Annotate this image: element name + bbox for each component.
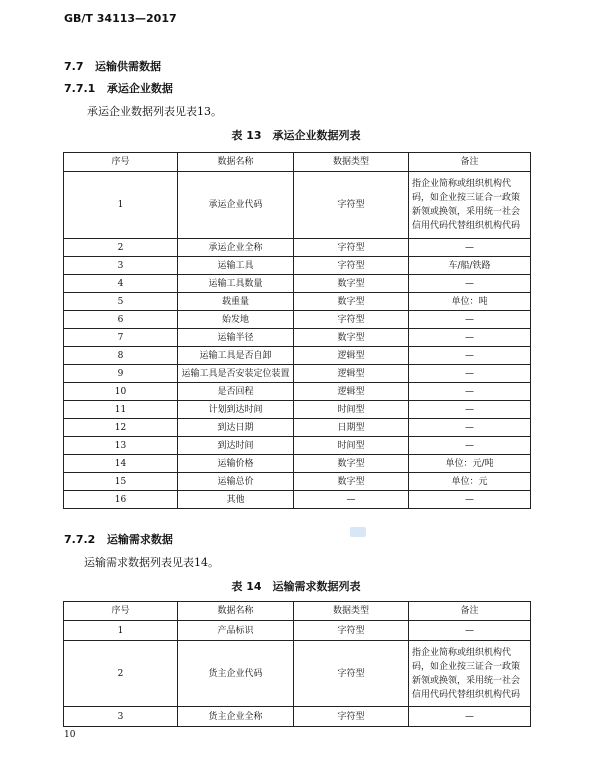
data-name-cell: 到达时间: [178, 437, 294, 455]
header-cell: 数据名称: [178, 153, 294, 172]
table-row: [64, 641, 531, 707]
index-cell: 2: [64, 239, 178, 257]
note-cell: 单位：元/吨: [409, 455, 531, 473]
table-row: [64, 707, 531, 727]
index-cell: 2: [64, 641, 178, 707]
table-row: [64, 329, 531, 347]
table-14: [63, 601, 531, 727]
data-type-cell: 时间型: [294, 401, 409, 419]
index-cell: 12: [64, 419, 178, 437]
section-number: 7.7: [64, 60, 84, 73]
note-cell: —: [409, 707, 531, 727]
table-row: [64, 437, 531, 455]
index-cell: 6: [64, 311, 178, 329]
data-name-cell: 载重量: [178, 293, 294, 311]
note-cell: —: [409, 437, 531, 455]
data-type-cell: 数字型: [294, 455, 409, 473]
data-name-cell: 其他: [178, 491, 294, 509]
data-type-cell: —: [294, 491, 409, 509]
section-title: 运输供需数据: [95, 60, 161, 73]
data-type-cell: 字符型: [294, 311, 409, 329]
data-type-cell: 字符型: [294, 257, 409, 275]
data-name-cell: 运输总价: [178, 473, 294, 491]
watermark-stamp: [350, 527, 366, 537]
data-type-cell: 逻辑型: [294, 365, 409, 383]
data-name-cell: 计划到达时间: [178, 401, 294, 419]
data-type-cell: 时间型: [294, 437, 409, 455]
table-row: [64, 275, 531, 293]
table-row: [64, 419, 531, 437]
table-row: [64, 257, 531, 275]
data-name-cell: 运输半径: [178, 329, 294, 347]
data-type-cell: 数字型: [294, 275, 409, 293]
note-cell: —: [409, 419, 531, 437]
header-cell: 数据类型: [294, 153, 409, 172]
data-name-cell: 承运企业全称: [178, 239, 294, 257]
data-name-cell: 是否回程: [178, 383, 294, 401]
index-cell: 8: [64, 347, 178, 365]
table-row: [64, 293, 531, 311]
data-type-cell: 字符型: [294, 621, 409, 641]
table-row: [64, 621, 531, 641]
header-cell: 序号: [64, 153, 178, 172]
note-cell: —: [409, 329, 531, 347]
header-cell: 数据名称: [178, 602, 294, 621]
index-cell: 13: [64, 437, 178, 455]
table-row: [64, 239, 531, 257]
data-name-cell: 运输工具是否自卸: [178, 347, 294, 365]
table-row: [64, 491, 531, 509]
data-type-cell: 字符型: [294, 172, 409, 239]
data-name-cell: 始发地: [178, 311, 294, 329]
table-row: [64, 347, 531, 365]
data-name-cell: 货主企业代码: [178, 641, 294, 707]
data-name-cell: 运输工具: [178, 257, 294, 275]
data-type-cell: 数字型: [294, 473, 409, 491]
note-cell: 指企业简称或组织机构代码，如企业按三证合一政策新领或换领，采用统一社会信用代码代替组织机构代码: [409, 641, 531, 707]
table-row: [64, 383, 531, 401]
header-cell: 备注: [409, 153, 531, 172]
index-cell: 16: [64, 491, 178, 509]
header-cell: 序号: [64, 602, 178, 621]
note-cell: —: [409, 365, 531, 383]
note-cell: —: [409, 621, 531, 641]
index-cell: 3: [64, 707, 178, 727]
table13-caption: 表 13 承运企业数据列表: [231, 129, 361, 142]
note-cell: —: [409, 383, 531, 401]
note-cell: 车/船/铁路: [409, 257, 531, 275]
data-name-cell: 承运企业代码: [178, 172, 294, 239]
table-row: [64, 311, 531, 329]
data-type-cell: 逻辑型: [294, 383, 409, 401]
index-cell: 3: [64, 257, 178, 275]
note-cell: —: [409, 311, 531, 329]
data-name-cell: 到达日期: [178, 419, 294, 437]
data-name-cell: 货主企业全称: [178, 707, 294, 727]
header-cell: 数据类型: [294, 602, 409, 621]
note-cell: —: [409, 347, 531, 365]
data-type-cell: 数字型: [294, 293, 409, 311]
index-cell: 4: [64, 275, 178, 293]
data-type-cell: 逻辑型: [294, 347, 409, 365]
paragraph-table13-ref: 承运企业数据列表见表13。: [87, 105, 222, 118]
table-header-row: [64, 153, 531, 172]
index-cell: 9: [64, 365, 178, 383]
table-row: [64, 455, 531, 473]
data-type-cell: 字符型: [294, 707, 409, 727]
index-cell: 10: [64, 383, 178, 401]
data-name-cell: 产品标识: [178, 621, 294, 641]
section-7-7-1-heading: [64, 80, 173, 96]
note-cell: —: [409, 491, 531, 509]
data-name-cell: 运输工具是否安装定位装置: [178, 365, 294, 383]
section-title: 承运企业数据: [106, 82, 173, 95]
index-cell: 1: [64, 172, 178, 239]
note-cell: 单位：吨: [409, 293, 531, 311]
note-cell: 指企业简称或组织机构代码，如企业按三证合一政策新领或换领，采用统一社会信用代码代替组织机构代码: [409, 172, 531, 239]
table-row: [64, 172, 531, 239]
section-title: 运输需求数据: [106, 533, 173, 546]
table14-caption: 表 14 运输需求数据列表: [231, 580, 361, 593]
note-cell: —: [409, 275, 531, 293]
data-name-cell: 运输工具数量: [178, 275, 294, 293]
index-cell: 15: [64, 473, 178, 491]
section-7-7-heading: [64, 58, 161, 74]
section-number: 7.7.2: [64, 533, 96, 546]
section-number: 7.7.1: [64, 82, 96, 95]
note-cell: —: [409, 239, 531, 257]
table-header-row: [64, 602, 531, 621]
table-row: [64, 401, 531, 419]
data-type-cell: 字符型: [294, 239, 409, 257]
section-7-7-2-heading: [64, 531, 173, 547]
header-cell: 备注: [409, 602, 531, 621]
page-number: 10: [64, 730, 76, 740]
standard-code-header: GB/T 34113—2017: [64, 12, 177, 25]
table-row: [64, 473, 531, 491]
note-cell: 单位：元: [409, 473, 531, 491]
index-cell: 1: [64, 621, 178, 641]
index-cell: 5: [64, 293, 178, 311]
index-cell: 11: [64, 401, 178, 419]
note-cell: —: [409, 401, 531, 419]
index-cell: 7: [64, 329, 178, 347]
data-type-cell: 日期型: [294, 419, 409, 437]
paragraph-table14-ref: 运输需求数据列表见表14。: [84, 556, 219, 569]
data-name-cell: 运输价格: [178, 455, 294, 473]
data-type-cell: 字符型: [294, 641, 409, 707]
data-type-cell: 数字型: [294, 329, 409, 347]
table-13: [63, 152, 531, 509]
index-cell: 14: [64, 455, 178, 473]
table-row: [64, 365, 531, 383]
